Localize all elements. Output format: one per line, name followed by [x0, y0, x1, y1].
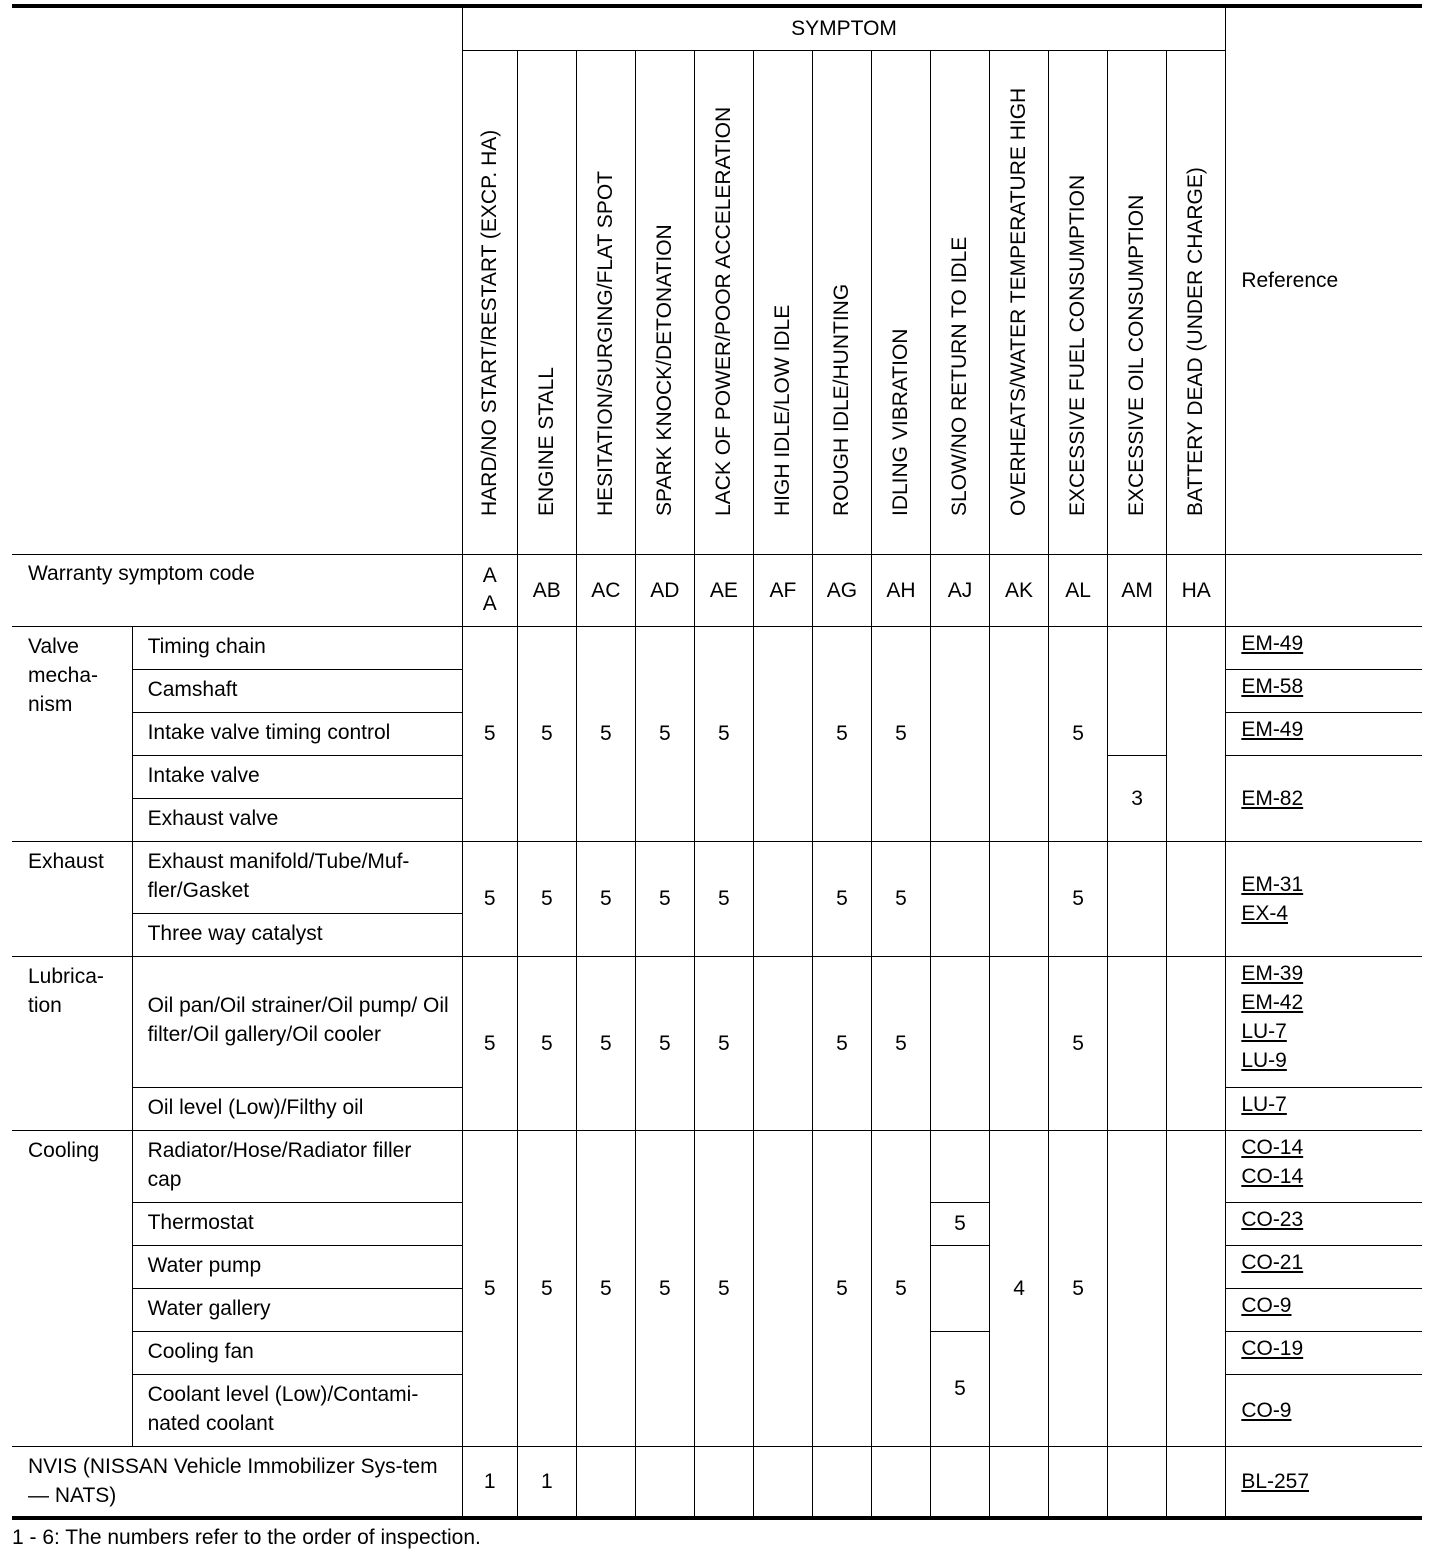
value-cell: 5: [1049, 956, 1108, 1130]
value-cell: 5: [576, 1130, 635, 1446]
empty-cell: [1108, 841, 1167, 956]
value-cell: 5: [694, 956, 753, 1130]
warranty-code-ag: AG: [812, 554, 871, 626]
empty-cell: [871, 1446, 930, 1518]
symptom-col-lack-of-power: LACK OF POWER/POOR ACCELERATION: [694, 50, 753, 554]
empty-cell: [694, 1446, 753, 1518]
value-cell: 5: [694, 841, 753, 956]
item-intake-valve-timing-control: Intake valve timing control: [132, 712, 462, 755]
value-cell: 5: [871, 626, 930, 841]
symptom-col-overheats: OVERHEATS/WATER TEMPERATURE HIGH: [990, 50, 1049, 554]
header-blank: [12, 6, 462, 554]
warranty-code-af: AF: [753, 554, 812, 626]
empty-cell: [1167, 1130, 1226, 1446]
warranty-code-aa: A A: [462, 554, 517, 626]
value-cell: 5: [812, 626, 871, 841]
value-cell: 5: [462, 841, 517, 956]
empty-cell: [753, 626, 812, 841]
symptom-header: SYMPTOM: [462, 6, 1226, 50]
symptom-col-rough-idle: ROUGH IDLE/HUNTING: [812, 50, 871, 554]
value-cell: 5: [812, 841, 871, 956]
reference-link[interactable]: CO-23: [1226, 1202, 1422, 1245]
empty-cell: [931, 1446, 990, 1518]
value-cell: 5: [635, 626, 694, 841]
empty-cell: [753, 841, 812, 956]
symptom-col-oil-consumption: EXCESSIVE OIL CONSUMPTION: [1108, 50, 1167, 554]
empty-cell: [812, 1446, 871, 1518]
value-cell: 5: [462, 956, 517, 1130]
value-cell: 5: [1049, 841, 1108, 956]
item-coolant-level: Coolant level (Low)/Contami-nated coolant: [132, 1374, 462, 1446]
warranty-code-ae: AE: [694, 554, 753, 626]
value-cell: 5: [635, 956, 694, 1130]
item-intake-valve: Intake valve: [132, 755, 462, 798]
empty-cell: [931, 626, 990, 841]
empty-cell: [990, 956, 1049, 1130]
symptom-col-hard-start: HARD/NO START/RESTART (EXCP. HA): [462, 50, 517, 554]
warranty-code-ha: HA: [1167, 554, 1226, 626]
reference-link[interactable]: CO-21: [1226, 1245, 1422, 1288]
item-cooling-fan: Cooling fan: [132, 1331, 462, 1374]
reference-links[interactable]: EM-39 EM-42 LU-7 LU-9: [1226, 956, 1422, 1087]
value-cell: 5: [517, 841, 576, 956]
value-cell: 4: [990, 1130, 1049, 1446]
reference-links[interactable]: CO-14 CO-14: [1226, 1130, 1422, 1202]
empty-cell: [1167, 841, 1226, 956]
reference-link[interactable]: CO-19: [1226, 1331, 1422, 1374]
value-cell: 5: [517, 956, 576, 1130]
warranty-code-ad: AD: [635, 554, 694, 626]
value-cell: 5: [871, 956, 930, 1130]
category-cooling: Cooling: [12, 1130, 132, 1446]
reference-link[interactable]: EM-58: [1226, 669, 1422, 712]
reference-link[interactable]: LU-7: [1226, 1087, 1422, 1130]
empty-cell: [1108, 626, 1167, 755]
value-cell: 5: [517, 1130, 576, 1446]
empty-cell: [990, 1446, 1049, 1518]
symptom-col-hesitation: HESITATION/SURGING/FLAT SPOT: [576, 50, 635, 554]
empty-cell: [753, 1130, 812, 1446]
warranty-code-ak: AK: [990, 554, 1049, 626]
value-cell: 5: [635, 1130, 694, 1446]
warranty-code-al: AL: [1049, 554, 1108, 626]
reference-header: Reference: [1226, 6, 1422, 554]
warranty-code-ac: AC: [576, 554, 635, 626]
value-cell: 5: [462, 1130, 517, 1446]
empty-cell: [753, 1446, 812, 1518]
value-cell: 5: [462, 626, 517, 841]
category-exhaust: Exhaust: [12, 841, 132, 956]
item-exhaust-valve: Exhaust valve: [132, 798, 462, 841]
item-oil-pan: Oil pan/Oil strainer/Oil pump/ Oil filter/Oil gallery/Oil cooler: [132, 956, 462, 1087]
value-cell: 5: [931, 1331, 990, 1446]
item-timing-chain: Timing chain: [132, 626, 462, 669]
item-three-way-catalyst: Three way catalyst: [132, 913, 462, 956]
value-cell: 5: [812, 956, 871, 1130]
value-cell: 5: [1049, 626, 1108, 841]
reference-link[interactable]: EM-49: [1226, 626, 1422, 669]
item-thermostat: Thermostat: [132, 1202, 462, 1245]
symptom-col-high-idle: HIGH IDLE/LOW IDLE: [753, 50, 812, 554]
symptom-col-fuel-consumption: EXCESSIVE FUEL CONSUMPTION: [1049, 50, 1108, 554]
engine-symptom-table: [12, 4, 1422, 1520]
reference-link[interactable]: CO-9: [1226, 1288, 1422, 1331]
value-cell: 5: [576, 626, 635, 841]
warranty-code-ah: AH: [871, 554, 930, 626]
warranty-code-am: AM: [1108, 554, 1167, 626]
empty-cell: [1167, 1446, 1226, 1518]
empty-cell: [1167, 956, 1226, 1130]
value-cell: 5: [871, 841, 930, 956]
value-cell: 5: [576, 841, 635, 956]
reference-link[interactable]: BL-257: [1226, 1446, 1422, 1518]
symptom-col-engine-stall: ENGINE STALL: [517, 50, 576, 554]
empty-cell: [1108, 1130, 1167, 1446]
warranty-code-aj: AJ: [931, 554, 990, 626]
value-cell: 5: [1049, 1130, 1108, 1446]
empty-cell: [1049, 1446, 1108, 1518]
warranty-code-label: Warranty symptom code: [12, 554, 462, 626]
empty-cell: [576, 1446, 635, 1518]
nvis-label: NVIS (NISSAN Vehicle Immobilizer Sys-tem — NATS): [12, 1446, 462, 1518]
value-cell: 5: [635, 841, 694, 956]
value-cell: 1: [517, 1446, 576, 1518]
footnote: 1 - 6: The numbers refer to the order of inspection.: [12, 1526, 481, 1549]
warranty-code-ref-blank: [1226, 554, 1422, 626]
empty-cell: [931, 841, 990, 956]
empty-cell: [990, 841, 1049, 956]
value-cell: 5: [694, 1130, 753, 1446]
value-cell: 1: [462, 1446, 517, 1518]
value-cell: 5: [871, 1130, 930, 1446]
category-lubrication: Lubrica-tion: [12, 956, 132, 1130]
reference-link[interactable]: EM-49: [1226, 712, 1422, 755]
symptom-col-slow-return: SLOW/NO RETURN TO IDLE: [931, 50, 990, 554]
reference-links[interactable]: EM-31 EX-4: [1226, 841, 1422, 956]
empty-cell: [635, 1446, 694, 1518]
reference-link[interactable]: EM-82: [1226, 755, 1422, 841]
item-exhaust-manifold: Exhaust manifold/Tube/Muf-fler/Gasket: [132, 841, 462, 913]
empty-cell: [1108, 956, 1167, 1130]
empty-cell: [931, 956, 990, 1130]
empty-cell: [1108, 1446, 1167, 1518]
value-cell: 5: [517, 626, 576, 841]
empty-cell: [753, 956, 812, 1130]
symptom-col-spark-knock: SPARK KNOCK/DETONATION: [635, 50, 694, 554]
category-valve-mechanism: Valve mecha-nism: [12, 626, 132, 841]
item-radiator: Radiator/Hose/Radiator filler cap: [132, 1130, 462, 1202]
value-cell: 5: [931, 1202, 990, 1245]
value-cell: 5: [812, 1130, 871, 1446]
symptom-col-idling-vibration: IDLING VIBRATION: [871, 50, 930, 554]
value-cell: 3: [1108, 755, 1167, 841]
value-cell: 5: [694, 626, 753, 841]
symptom-col-battery-dead: BATTERY DEAD (UNDER CHARGE): [1167, 50, 1226, 554]
symptom-table-wrapper: [12, 4, 1422, 1549]
empty-cell: [931, 1130, 990, 1202]
empty-cell: [990, 626, 1049, 841]
warranty-code-ab: AB: [517, 554, 576, 626]
item-oil-level: Oil level (Low)/Filthy oil: [132, 1087, 462, 1130]
item-camshaft: Camshaft: [132, 669, 462, 712]
value-cell: 5: [576, 956, 635, 1130]
item-water-pump: Water pump: [132, 1245, 462, 1288]
empty-cell: [1167, 626, 1226, 841]
empty-cell: [931, 1245, 990, 1331]
item-water-gallery: Water gallery: [132, 1288, 462, 1331]
reference-link[interactable]: CO-9: [1226, 1374, 1422, 1446]
